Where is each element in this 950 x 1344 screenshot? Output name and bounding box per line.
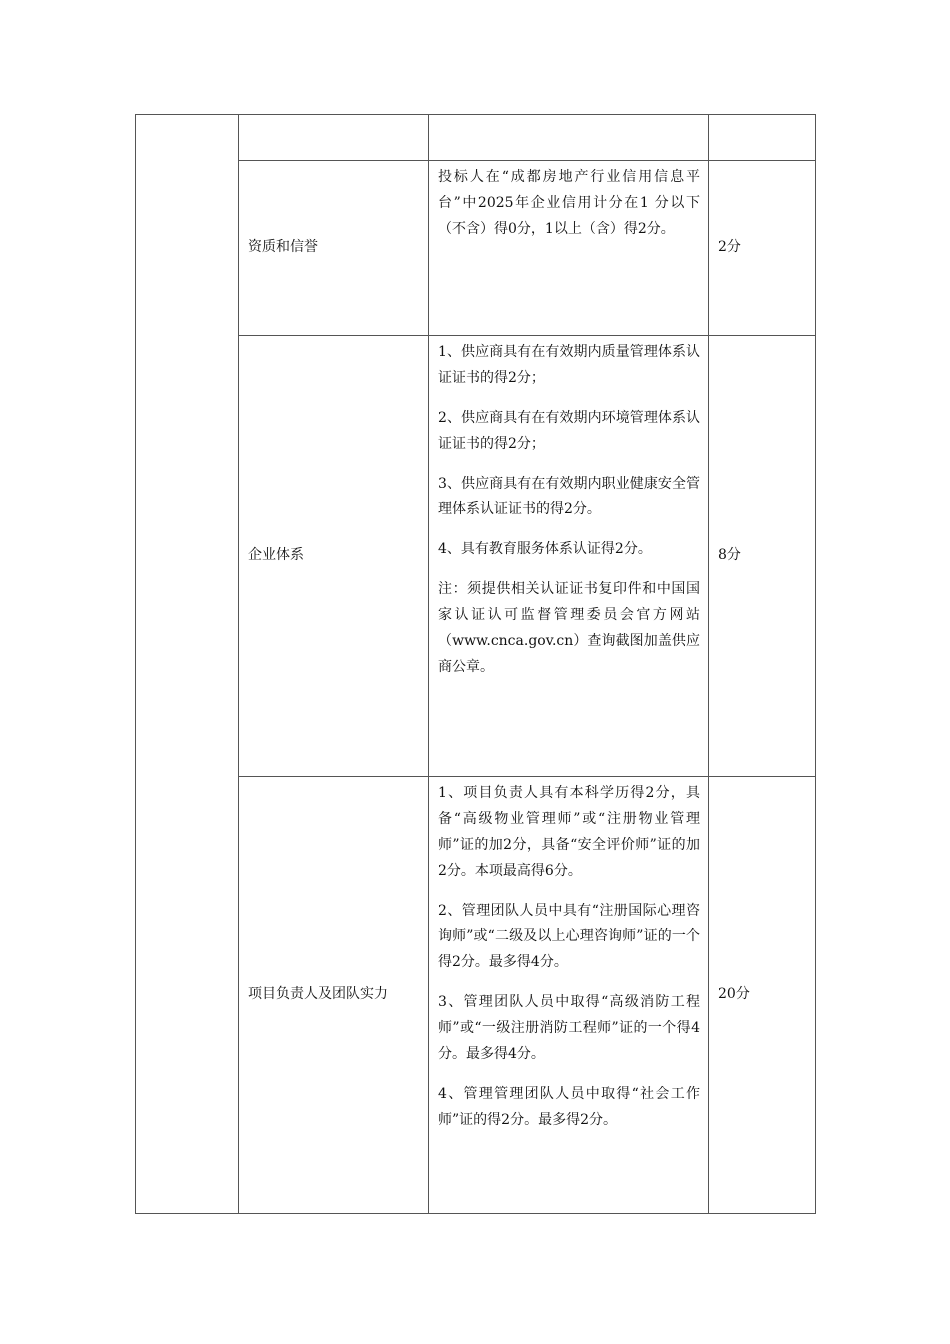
empty-cell [239,115,429,161]
criteria-text: 4、管理管理团队人员中取得“社会工作师”证的得2分。最多得2分。 [438,1085,700,1128]
criteria-cell [429,777,709,1214]
score-value: 20分 [709,777,816,1214]
scoring-table [135,114,816,1214]
criteria-text: 3、供应商具有在有效期内职业健康安全管理体系认证证书的得2分。 [438,475,700,518]
criteria-text: 1、项目负责人具有本科学历得2分，具备“高级物业管理师”或“注册物业管理师”证的加2分，具备“安全评价师”证的加2分。本项最高得6分。 [438,785,700,879]
criteria-text: 2、管理团队人员中具有“注册国际心理咨询师”或“二级及以上心理咨询师”证的一个得2分。最多得4分。 [438,902,700,971]
criteria-text: 4、具有教育服务体系认证得2分。 [438,541,652,558]
criteria-text: 1、供应商具有在有效期内质量管理体系认证证书的得2分； [438,344,700,386]
item-label: 资质和信誉 [239,161,429,336]
item-label: 企业体系 [239,336,429,777]
item-label: 项目负责人及团队实力 [239,777,429,1214]
category-cell [136,115,239,1214]
criteria-text: 3、管理团队人员中取得“高级消防工程师”或“一级注册消防工程师”证的一个得4分。最多得4分。 [438,994,700,1063]
criteria-text: 投标人在“成都房地产行业信用信息平台”中2025年企业信用计分在1 分以下（不含）得0分，1以上（含）得2分。 [438,169,700,237]
criteria-cell [429,161,709,336]
criteria-text: 2、供应商具有在有效期内环境管理体系认证证书的得2分； [438,409,700,452]
criteria-cell [429,336,709,777]
score-value: 8分 [709,336,816,777]
empty-cell [429,115,709,161]
table-row-empty [136,115,816,161]
empty-cell [709,115,816,161]
score-value: 2分 [709,161,816,336]
criteria-note: 注：须提供相关认证证书复印件和中国国家认证认可监督管理委员会官方网站（www.cnca.gov.cn）查询截图加盖供应商公章。 [438,581,700,675]
